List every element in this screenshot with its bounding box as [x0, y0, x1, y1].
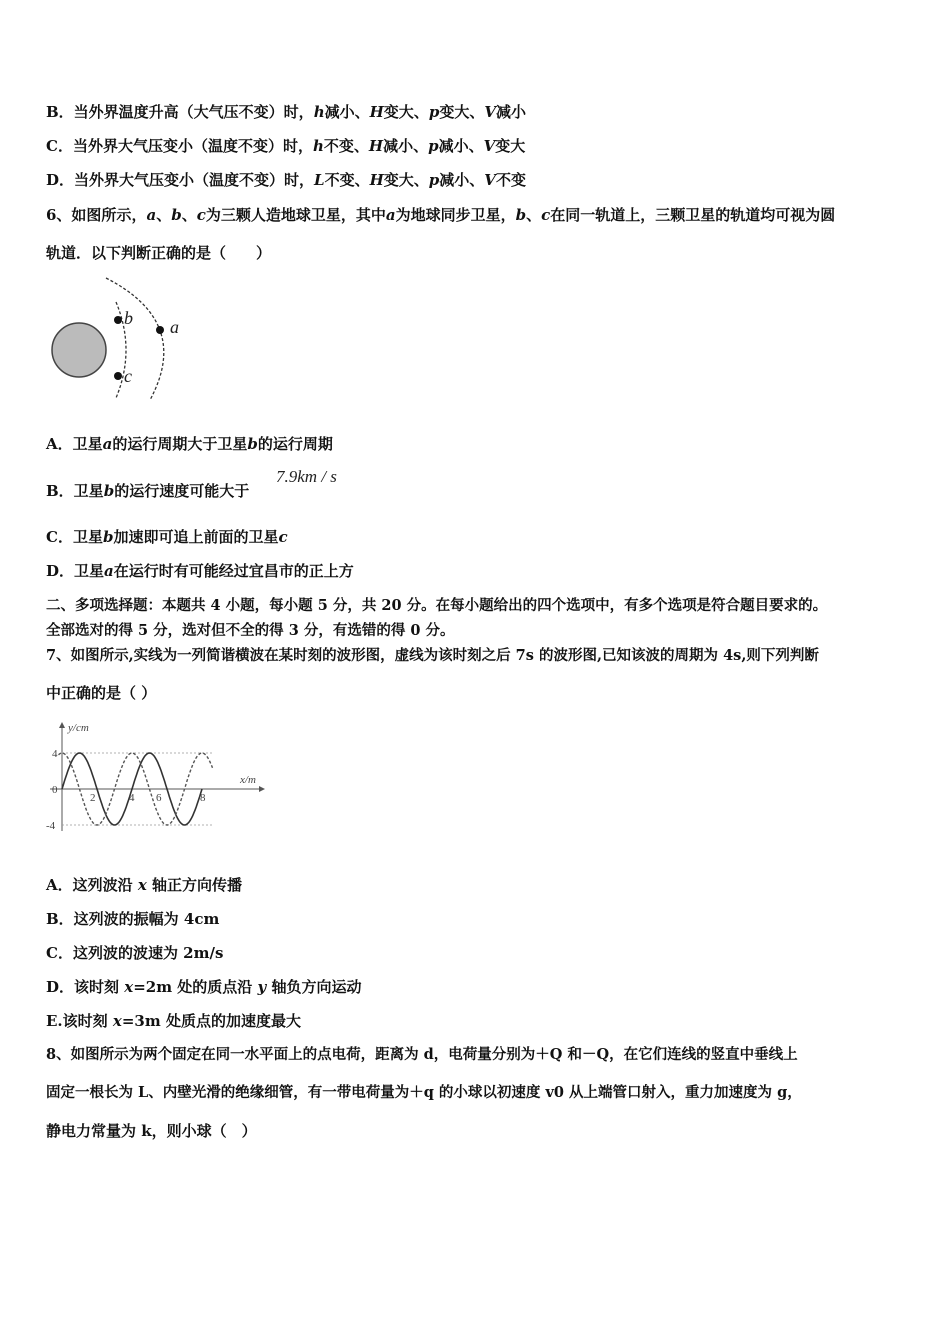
q7-stem-line2: 中正确的是（ ） [46, 684, 157, 702]
text: 减小、 [438, 137, 484, 155]
text: 在运行时有可能经过宜昌市的正上方 [113, 562, 354, 580]
text: B．当外界温度升高（大气压不变）时， [46, 103, 314, 121]
var: a [146, 206, 157, 224]
label-c: c [124, 366, 132, 386]
text: 的运行周期大于卫星 [112, 435, 248, 453]
var: p [428, 171, 440, 189]
y-axis-label: y/cm [68, 722, 89, 734]
q7-option-b: B．这列波的振幅为 4cm [46, 910, 220, 928]
text: 变大、 [439, 103, 485, 121]
text: D．该时刻 [46, 978, 125, 996]
text: 不变、 [324, 171, 370, 189]
text: 在同一轨道上，三颗卫星的轨道均可视为圆 [550, 206, 836, 224]
q8-stem-line1: 8、如图所示为两个固定在同一水平面上的点电荷，距离为 d，电荷量分别为＋Q 和－Q，在它们连线的竖直中垂线上 [46, 1046, 798, 1063]
q6-option-c [46, 527, 288, 547]
text: E.该时刻 [46, 1012, 113, 1030]
text: 的运行速度可能大于 [114, 482, 250, 500]
var: a [104, 562, 114, 580]
text: D．当外界大气压变小（温度不变）时， [46, 171, 315, 189]
var: V [483, 137, 496, 155]
var: x [137, 876, 147, 894]
q6-stem-line1 [46, 205, 835, 225]
text: 为地球同步卫星， [395, 206, 516, 224]
var: H [368, 137, 384, 155]
q6-option-d [46, 561, 354, 581]
q5-option-d [46, 170, 526, 190]
text: A．卫星 [46, 435, 103, 453]
text: 轴负方向运动 [266, 978, 362, 996]
text: 变大、 [383, 171, 429, 189]
x-tick-8: 8 [200, 792, 206, 804]
var: H [369, 103, 384, 121]
var: b [515, 206, 527, 224]
var: c [196, 206, 206, 224]
x-axis-label: x/m [240, 774, 256, 786]
var: L [314, 171, 325, 189]
text: 、 [526, 206, 542, 224]
text: A．这列波沿 [46, 876, 138, 894]
q8-stem-line2: 固定一根长为 L、内壁光滑的绝缘细管，有一带电荷量为＋q 的小球以初速度 v0 从上端管口射入，重力加速度为 g， [46, 1084, 802, 1101]
q7-option-a [46, 875, 242, 895]
var: b [103, 482, 115, 500]
label-a: a [170, 317, 179, 337]
var: y [257, 978, 267, 996]
section2-heading-line1: 二、多项选择题：本题共 4 小题，每小题 5 分，共 20 分。在每小题给出的四个选项中，有多个选项是符合题目要求的。 [46, 597, 828, 614]
var: b [171, 206, 182, 224]
q6-option-b [46, 481, 249, 501]
text: 不变 [495, 171, 526, 189]
text: 为三颗人造地球卫星，其中 [205, 206, 386, 224]
var: p [428, 137, 439, 155]
satellite-a [156, 326, 164, 334]
text: 6、如图所示， [46, 206, 147, 224]
text: 不变、 [323, 137, 369, 155]
var: V [484, 171, 496, 189]
text: 减小 [495, 103, 526, 121]
var: b [102, 528, 114, 546]
text: 轴正方向传播 [146, 876, 243, 894]
y-tick-4: 4 [52, 748, 58, 760]
var: V [484, 103, 496, 121]
q7-option-e [46, 1011, 301, 1031]
x-tick-6: 6 [156, 792, 162, 804]
y-tick-0: 0 [52, 784, 58, 796]
q5-option-b [46, 102, 526, 122]
text: 加速即可追上前面的卫星 [113, 528, 279, 546]
q7-option-c: C．这列波的波速为 2m/s [46, 944, 224, 962]
text: 、 [156, 206, 172, 224]
x-tick-2: 2 [90, 792, 96, 804]
text: 变大 [495, 137, 526, 155]
var: a [102, 435, 113, 453]
var: c [541, 206, 551, 224]
satellite-b [114, 316, 122, 324]
orbit-outer [106, 278, 164, 400]
text: B．卫星 [46, 482, 104, 500]
text: C．当外界大气压变小（温度不变）时， [46, 137, 313, 155]
q6-stem-line2: 轨道．以下判断正确的是（ ） [46, 244, 272, 262]
text: D．卫星 [46, 562, 105, 580]
satellite-orbit-figure [44, 272, 204, 404]
var: h [312, 137, 324, 155]
text: 减小、 [324, 103, 370, 121]
var: a [385, 206, 396, 224]
text: 、 [181, 206, 197, 224]
text: =3m 处质点的加速度最大 [121, 1012, 301, 1030]
text: =2m 处的质点沿 [133, 978, 258, 996]
text: 减小、 [383, 137, 429, 155]
q7-stem-line1: 7、如图所示,实线为一列简谐横波在某时刻的波形图，虚线为该时刻之后 7s 的波形图,已知该波的周期为 4s,则下列判断 [46, 647, 819, 664]
wave-graph-figure [40, 715, 270, 835]
text: 减小、 [439, 171, 485, 189]
q6-option-a [46, 434, 333, 454]
earth-circle [52, 323, 106, 377]
label-b: b [124, 308, 133, 328]
y-tick-neg4: -4 [46, 820, 56, 832]
var: x [112, 1012, 122, 1030]
q8-stem-line3: 静电力常量为 k，则小球（ ） [46, 1122, 257, 1140]
section2-heading-line2: 全部选对的得 5 分，选对但不全的得 3 分，有选错的得 0 分。 [46, 622, 455, 639]
satellite-c [114, 372, 122, 380]
var: b [247, 435, 258, 453]
var: p [428, 103, 440, 121]
var: c [278, 528, 288, 546]
var: x [124, 978, 134, 996]
q5-option-c [46, 136, 525, 156]
text: C．卫星 [46, 528, 103, 546]
q7-option-d [46, 977, 361, 997]
formula-7-9km-s: 7.9km / s [276, 467, 337, 486]
text: 的运行周期 [257, 435, 333, 453]
var: h [313, 103, 325, 121]
x-tick-4: 4 [129, 792, 135, 804]
text: 变大、 [383, 103, 429, 121]
var: H [369, 171, 384, 189]
